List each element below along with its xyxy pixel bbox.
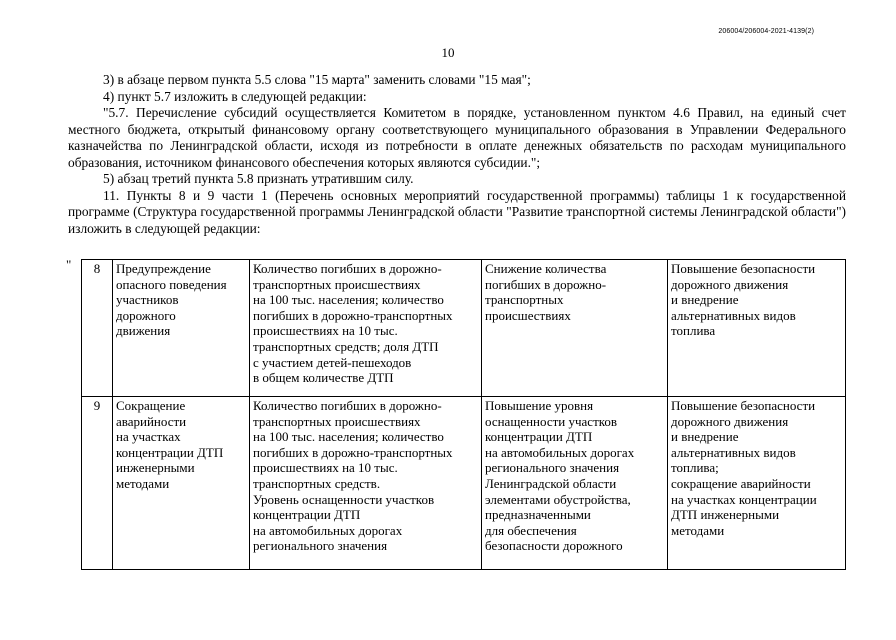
cell-line: альтернативных видов — [671, 444, 796, 460]
cell-line: Количество погибших в дорожно- — [253, 398, 442, 413]
cell-line: Ленинградской области — [485, 475, 617, 491]
cell-line: на участках концентрации — [671, 491, 817, 507]
cell-line: движения — [116, 323, 171, 339]
row-number: 8 — [82, 260, 113, 397]
cell-line: для обеспечения — [485, 522, 577, 538]
paragraph-item-5: 5) абзац третий пункта 5.8 признать утратившим силу. — [103, 171, 414, 186]
cell-line: оснащенности участков — [485, 413, 618, 429]
cell-line: на 100 тыс. населения; количество — [253, 429, 444, 445]
measure-name-cell — [113, 397, 250, 570]
cell-line: методами — [671, 522, 725, 538]
cell-line: аварийности — [116, 413, 187, 429]
indicators-cell — [250, 260, 482, 397]
cell-line: регионального значения — [485, 460, 620, 476]
cell-line: и внедрение — [671, 292, 739, 308]
cell-line: концентрации ДТП — [253, 507, 361, 523]
cell-line: регионального значения — [253, 538, 388, 554]
cell-line: дорожного движения — [671, 413, 789, 429]
measure-name-cell — [113, 260, 250, 397]
cell-line: Повышение уровня — [485, 398, 594, 413]
cell-line: транспортных — [485, 292, 564, 308]
cell-line: транспортных средств. — [253, 475, 381, 491]
table-row — [82, 397, 846, 570]
cell-line: сокращение аварийности — [671, 475, 811, 491]
cell-line: Предупреждение — [116, 261, 211, 276]
table-row — [82, 260, 846, 397]
cell-line: инженерными — [116, 460, 195, 476]
cell-line: участников — [116, 292, 179, 308]
paragraph-item-4: 4) пункт 5.7 изложить в следующей редакции: — [103, 88, 367, 104]
cell-line: в общем количестве ДТП — [253, 370, 394, 386]
document-id: 206004/206004-2021-4139(2) — [718, 28, 814, 35]
cell-line: ДТП инженерными — [671, 507, 780, 523]
cell-line: опасного поведения — [116, 276, 227, 292]
row-number: 9 — [82, 397, 113, 570]
document-body — [68, 72, 846, 237]
table-opening-quote: " — [66, 257, 72, 272]
cell-line: дорожного — [116, 307, 176, 323]
cell-line: на автомобильных дорогах — [485, 444, 635, 460]
cell-line: и внедрение — [671, 429, 739, 445]
cell-line: элементами обустройства, — [485, 491, 631, 507]
cell-line: с участием детей-пешеходов — [253, 354, 412, 370]
program-measures-table — [81, 259, 846, 570]
cell-line: погибших в дорожно- — [485, 276, 607, 292]
cell-line: транспортных происшествиях — [253, 276, 421, 292]
paragraph-point-11: 11. Пункты 8 и 9 части 1 (Перечень основных мероприятий государственной программы) таблицы 1 к государственной программе (Структура государственной программы Ленинградской области "Развитие транспортной системы Ленинградской области") изложить в следующей редакции: — [68, 187, 846, 236]
cell-line: топлива; — [671, 460, 719, 476]
cell-line: на участках — [116, 429, 181, 445]
cell-line: Сокращение — [116, 398, 186, 413]
cell-line: происшествиях на 10 тыс. — [253, 460, 398, 476]
indicators-cell — [250, 397, 482, 570]
expected-result-cell — [482, 260, 668, 397]
cell-line: транспортных средств; доля ДТП — [253, 338, 439, 354]
paragraph-quote-5-7: "5.7. Перечисление субсидий осуществляется Комитетом в порядке, установленном пунктом 4.6 Правил, на единый счет местного бюджета, открытый финансовому органу соответствующего муниципального образования в Управлении Федерального казначейства по Ленинградской области, исходя из потребности в оплате денежных обязательств по расходам муниципального образования, источником финансового обеспечения которых являются субсидии."; — [68, 105, 846, 170]
expected-result-cell — [482, 397, 668, 570]
cell-line: Повышение безопасности — [671, 398, 816, 413]
cell-line: топлива — [671, 323, 716, 339]
cell-line: на 100 тыс. населения; количество — [253, 292, 444, 308]
cell-line: на автомобильных дорогах — [253, 522, 403, 538]
cell-line: альтернативных видов — [671, 307, 796, 323]
cell-line: концентрации ДТП — [485, 429, 593, 445]
cell-line: транспортных происшествиях — [253, 413, 421, 429]
page-number: 10 — [441, 45, 455, 60]
cell-line: погибших в дорожно-транспортных — [253, 307, 453, 323]
cell-line: Повышение безопасности — [671, 261, 816, 276]
cell-line: Уровень оснащенности участков — [253, 491, 435, 507]
cell-line: происшествиях — [485, 307, 571, 323]
goal-cell — [668, 260, 846, 397]
paragraph-item-3: 3) в абзаце первом пункта 5.5 слова "15 марта" заменить словами "15 мая"; — [103, 72, 531, 87]
cell-line: безопасности дорожного — [485, 538, 623, 554]
cell-line: Снижение количества — [485, 261, 607, 276]
cell-line: концентрации ДТП — [116, 444, 224, 460]
cell-line: предназначенными — [485, 507, 591, 523]
cell-line: дорожного движения — [671, 276, 789, 292]
goal-cell — [668, 397, 846, 570]
cell-line: погибших в дорожно-транспортных — [253, 444, 453, 460]
cell-line: Количество погибших в дорожно- — [253, 261, 442, 276]
cell-line: методами — [116, 475, 170, 491]
cell-line: происшествиях на 10 тыс. — [253, 323, 398, 339]
